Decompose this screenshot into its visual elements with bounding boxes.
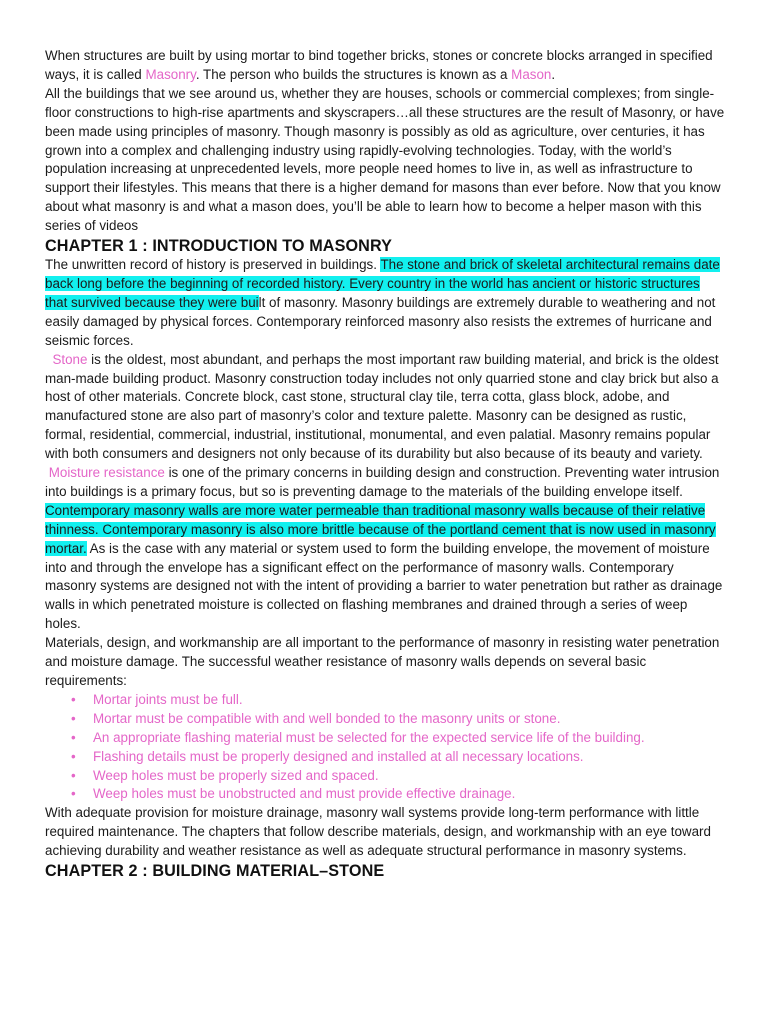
chapter1-paragraph-conclusion: With adequate provision for moisture drainage, masonry wall systems provide long-term performance with little required maintenance. The chapters that follow describe materials, design, and workmanship with an eye toward achieving durability and weather resistance as well as adequate structural performance in masonry systems. [45, 805, 711, 859]
list-item: • Mortar must be compatible with and well bonded to the masonry units or stone. [45, 710, 725, 729]
list-item: • Weep holes must be unobstructed and must provide effective drainage. [45, 785, 725, 804]
term-mason: Mason [511, 66, 552, 82]
term-masonry: Masonry [145, 66, 196, 82]
document-page [45, 47, 725, 881]
chapter1-paragraph-contemporary: Contemporary masonry walls are more water permeable than traditional masonry walls because of their relative thinness. Contemporary masonry is also more brittle because of the portland cement that is now used in masonry mortar. As is the case with any material or system used to form the building envelope, the movement of moisture into and through the envelope has a significant effect on the performance of masonry walls. Contemporary masonry systems are designed not with the intent of providing a barrier to water penetration but rather as drainage walls in which penetrated moisture is collected on flashing membranes and drained through a series of weep holes. [45, 502, 723, 632]
chapter1-paragraph-moisture: Moisture resistance is one of the primary concerns in building design and construction. Preventing water intrusion into buildings is a primary focus, but so is preventing damage to the materials of the building envelope itself. [45, 465, 720, 499]
list-item: • Weep holes must be properly sized and spaced. [45, 767, 725, 786]
list-item: • Flashing details must be properly designed and installed at all necessary locations. [45, 748, 725, 767]
highlighted-text: Contemporary masonry walls are more water permeable than traditional masonry walls because of their relative thinness. Contemporary masonry is also more brittle because of the portland cement that is now used in masonry mortar. [45, 502, 716, 556]
chapter-1-heading: CHAPTER 1 : INTRODUCTION TO MASONRY [45, 237, 393, 256]
bullet-icon: • [71, 729, 76, 745]
term-moisture-resistance: Moisture resistance [48, 465, 165, 481]
chapter-2-heading: CHAPTER 2 : BUILDING MATERIAL–STONE [45, 862, 385, 881]
list-item: • An appropriate flashing material must be selected for the expected service life of the building. [45, 729, 725, 748]
bullet-icon: • [71, 710, 76, 726]
highlighted-text: The stone and brick of skeletal architectural remains date back long before the beginning of recorded history. Every country in the world has ancient or historic structures that survived because they were bui [45, 257, 720, 310]
bullet-icon: • [71, 748, 76, 764]
bullet-icon: • [71, 767, 76, 783]
bullet-icon: • [71, 691, 76, 707]
chapter1-paragraph-requirements-intro: Materials, design, and workmanship are all important to the performance of masonry in resisting water penetration and moisture damage. The successful weather resistance of masonry walls depends on several basic requirements: [45, 635, 720, 688]
requirements-list [45, 691, 725, 804]
intro-paragraph-1: When structures are built by using mortar to bind together bricks, stones or concrete blocks arranged in specified ways, it is called Masonry. The person who builds the structures is known as a Mason. [45, 48, 713, 82]
intro-paragraph-2: All the buildings that we see around us, whether they are houses, schools or commercial complexes; from single-floor constructions to high-rise apartments and skyscrapers…all these structures are the result of Masonry, or have been made using principles of masonry. Though masonry is possibly as old as agriculture, over centuries, it has grown into a complex and challenging industry using rapidly-evolving technologies. Today, with the world’s population increasing at unprecedented levels, more people need homes to live in, as well as infrastructure to support their lifestyles. This means that there is a higher demand for masons than ever before. Now that you know about what masonry is and what a mason does, you’ll be able to learn how to become a helper mason with this series of videos [45, 85, 725, 234]
chapter1-paragraph-stone: Stone is the oldest, most abundant, and perhaps the most important raw building material, and brick is the oldest man-made building product. Masonry construction today includes not only quarried stone and clay brick but also a host of other materials. Concrete block, cast stone, structural clay tile, terra cotta, glass block, adobe, and manufactured stone are also part of masonry’s color and texture palette. Masonry can be designed as rustic, formal, residential, commercial, industrial, institutional, monumental, and even palatial. Masonry remains popular with both consumers and designers not only because of its durability but also because of its beauty and variety. [45, 351, 719, 462]
list-item: • Mortar joints must be full. [45, 691, 725, 710]
bullet-icon: • [71, 786, 76, 802]
term-stone: Stone [52, 351, 88, 367]
chapter1-paragraph-history: The unwritten record of history is preserved in buildings. The stone and brick of skeletal architectural remains date back long before the beginning of recorded history. Every country in the world has ancient or historic structures that survived because they were built of masonry. Masonry buildings are extremely durable to weathering and not easily damaged by physical forces. Contemporary reinforced masonry also resists the extremes of hurricane and seismic forces. [45, 257, 720, 348]
